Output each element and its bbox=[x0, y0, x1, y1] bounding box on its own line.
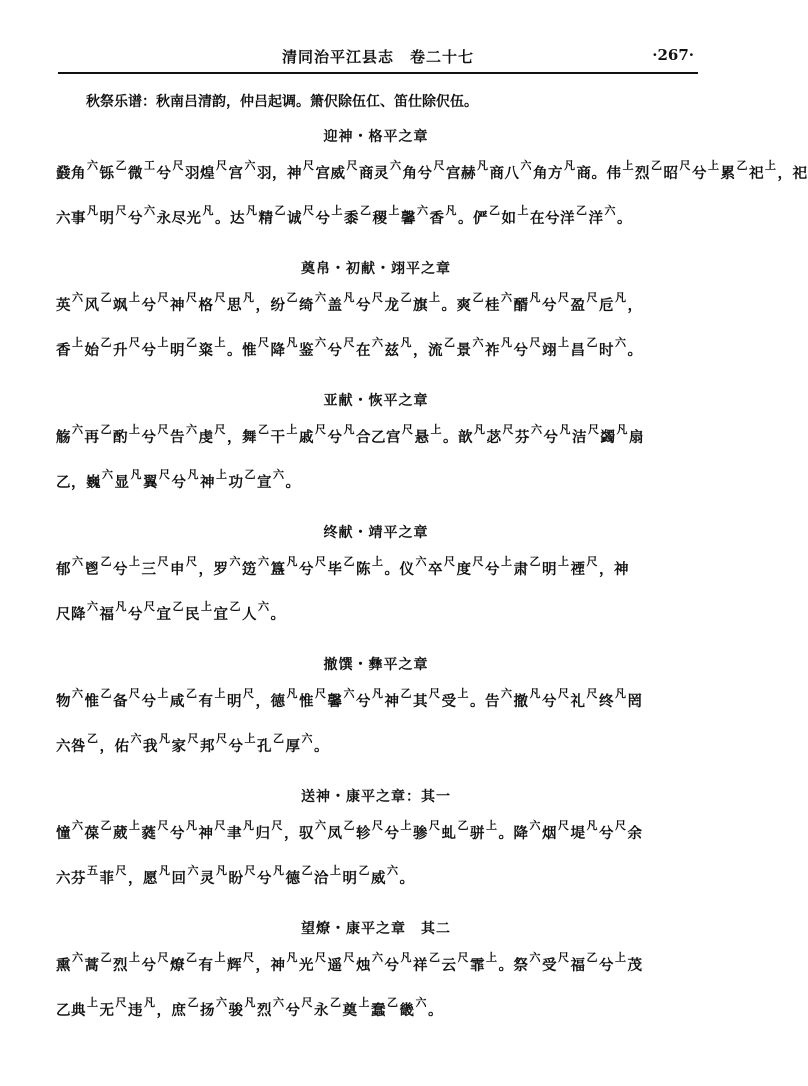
document-body bbox=[56, 92, 808, 1050]
section-title: 终献・靖平之章 bbox=[323, 525, 429, 541]
score-section bbox=[56, 258, 696, 374]
score-line: 憧六葆乙葳上蕤尺兮凡神尺聿凡归尺，驭六凤乙轸尺兮上骖尺虬乙骈上。降六烟尺堤凡兮尺余 bbox=[56, 819, 643, 842]
score-line: 六咎乙，佑六我凡家尺邦尺兮上孔乙厚六。 bbox=[56, 732, 329, 755]
section-title: 送神・康平之章：其一 bbox=[301, 789, 451, 805]
score-line: 乙典上无尺违凡，庶乙扬六骏凡烈六兮尺永乙奠上蠢乙畿六。 bbox=[56, 996, 443, 1019]
score-section bbox=[56, 390, 696, 506]
score-line: 尺降六福凡兮尺宜乙民上宜乙人六。 bbox=[56, 600, 286, 623]
sections-container bbox=[56, 126, 808, 1034]
score-line: 六芬五菲尺，愿凡回六灵凡盼尺兮凡德乙洽上明乙威六。 bbox=[56, 864, 415, 887]
score-line: 英六风乙飒上兮尺神尺格尺思凡，纷乙绮六盖凡兮尺龙乙旗上。爽乙桂六醑凡兮尺盈尺卮凡， bbox=[56, 291, 643, 314]
section-title: 迎神・格平之章 bbox=[323, 129, 429, 145]
intro-paragraph: 秋祭乐谱：秋南吕清韵，仲吕起调。箫伬除伍仜、笛仕除伬伍。 bbox=[86, 94, 478, 110]
score-section bbox=[56, 126, 808, 242]
score-line: 觞六再乙酌上兮尺告六虔尺，舞乙干上戚尺兮凡合乙宫尺悬上。歆凡苾尺芬六兮凡洁尺蠲凡扇 bbox=[56, 423, 644, 446]
book-title: 清同治平江县志 卷二十七 bbox=[281, 48, 474, 66]
page-header bbox=[58, 44, 698, 74]
section-title: 撤馔・彝平之章 bbox=[323, 657, 429, 673]
score-line: 物六惟乙备尺兮上咸乙有上明尺，德凡惟尺馨六兮凡神乙其尺受上。告六撤凡兮尺礼尺终凡罔 bbox=[56, 687, 643, 710]
section-title: 亚献・恢平之章 bbox=[323, 393, 429, 409]
score-line: 六事凡明尺兮六永尽光凡。达凡精乙诚尺兮上黍乙稷上馨六香凡。俨乙如上在兮洋乙洋六。 bbox=[56, 204, 632, 227]
section-title: 奠帛・初献・翊平之章 bbox=[301, 261, 451, 277]
score-line: 鼗角六铄乙微工兮尺羽煌尺宫六羽，神尺宫威尺商灵六角兮尺宫赫凡商八六角方凡商。伟上烈乙昭尺兮上累乙祀上，祀 bbox=[56, 159, 808, 182]
page-number: ·267· bbox=[652, 46, 694, 64]
score-section bbox=[56, 522, 696, 638]
score-line: 香上始乙升尺兮上明乙粢上。惟尺降凡鉴六兮尺在六兹凡，流乙景六祚凡兮尺翊上昌乙时六。 bbox=[56, 336, 643, 359]
score-section bbox=[56, 918, 696, 1034]
score-line: 乙，巍六显凡翼尺兮凡神上功乙宣六。 bbox=[56, 468, 301, 491]
score-line: 郁六鬯乙兮上三尺申尺，罗六笾六簋凡兮尺毕乙陈上。仪六卒尺度尺兮上肃乙明上禋尺，神 bbox=[56, 555, 629, 578]
score-section bbox=[56, 654, 696, 770]
score-section bbox=[56, 786, 696, 902]
score-line: 熏六蒿乙烈上兮尺燎乙有上辉尺，神凡光尺遥尺烛六兮凡祥乙云尺霏上。祭六受尺福乙兮上茂 bbox=[56, 951, 643, 974]
section-title: 望燎・康平之章 其二 bbox=[301, 921, 451, 937]
